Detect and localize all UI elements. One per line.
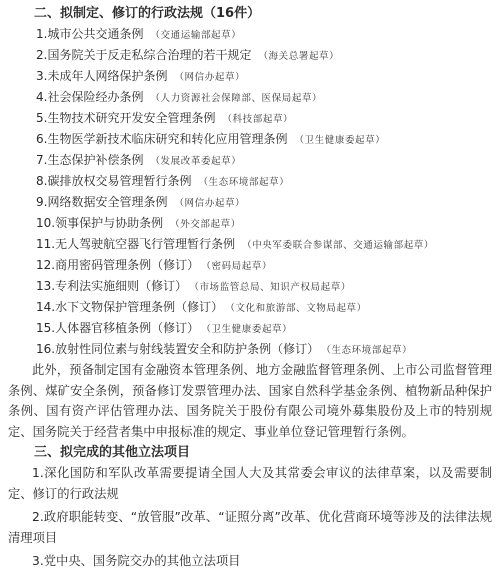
list-item: 1.深化国防和军队改革需要提请全国人大及其常委会审议的法律草案，以及需要制定、修订的行政法规 xyxy=(8,466,492,501)
item-title: 5.生物技术研究开发安全管理条例 xyxy=(36,111,216,125)
regulation-list xyxy=(8,24,492,360)
item-title: 16.放射性同位素与射线装置安全和防护条例（修订） xyxy=(36,342,320,356)
drafting-agency: （海关总署起草） xyxy=(258,51,340,62)
list-item xyxy=(8,66,492,87)
list-item xyxy=(8,234,492,255)
item-title: 4.社会保险经办条例 xyxy=(36,90,144,104)
item-title: 8.碳排放权交易管理暂行条例 xyxy=(36,174,192,188)
item-title: 9.网络数据安全管理条例 xyxy=(36,195,168,209)
item-title: 10.领事保护与协助条例 xyxy=(36,216,164,230)
list-item xyxy=(8,297,492,318)
list-item xyxy=(8,192,492,213)
list-item xyxy=(8,171,492,192)
list-item xyxy=(8,24,492,45)
list-item xyxy=(8,213,492,234)
list-item xyxy=(8,339,492,360)
drafting-agency: （交通运输部起草） xyxy=(150,30,242,41)
section-three-heading: 三、拟完成的其他立法项目 xyxy=(34,445,191,460)
item-title: 11.无人驾驶航空器飞行管理暂行条例 xyxy=(36,237,236,251)
section-two-heading: 二、拟制定、修订的行政法规（16件） xyxy=(34,6,261,21)
drafting-agency: （外交部起草） xyxy=(170,219,241,230)
additional-plans-paragraph: 此外，预备制定国有金融资本管理条例、地方金融监督管理条例、上市公司监督管理条例、煤矿安全条例，预备修订发票管理办法、国家自然科学基金条例、植物新品种保护条例、国有资产评估管理办法、国务院关于股份有限公司境外募集股份及上市的特别规定、国务院关于经营者集中申报标准的规定、事业单位登记管理暂行条例。 xyxy=(8,363,492,439)
drafting-agency: （卫生健康委起草） xyxy=(294,135,386,146)
drafting-agency: （文化和旅游部、文物局起草） xyxy=(230,303,367,314)
drafting-agency: （发展改革委起草） xyxy=(150,156,242,167)
drafting-agency: （网信办起草） xyxy=(174,198,246,209)
drafting-agency: （生态环境部起草） xyxy=(198,177,290,188)
item-title: 3.未成年人网络保护条例 xyxy=(36,69,168,83)
list-item xyxy=(8,318,492,339)
list-item xyxy=(8,129,492,150)
item-title: 2.国务院关于反走私综合治理的若干规定 xyxy=(36,48,252,62)
list-item xyxy=(8,45,492,66)
list-item xyxy=(8,108,492,129)
drafting-agency: （人力资源社会保障部、医保局起草） xyxy=(150,93,323,104)
drafting-agency: （科技部起草） xyxy=(222,114,294,125)
list-item: 3.党中央、国务院交办的其他立法项目 xyxy=(32,554,241,568)
list-item xyxy=(8,87,492,108)
item-title: 14.水下文物保护管理条例（修订） xyxy=(36,300,224,314)
list-item xyxy=(8,150,492,171)
drafting-agency: （生态环境部起草） xyxy=(326,345,413,356)
list-item xyxy=(8,276,492,297)
drafting-agency: （卫生健康委起草） xyxy=(206,324,293,335)
drafting-agency: （网信办起草） xyxy=(174,72,246,83)
item-title: 12.商用密码管理条例（修订） xyxy=(36,258,200,272)
list-item: 2.政府职能转变、“放管服”改革、“证照分离”改革、优化营商环境等涉及的法律法规清理项目 xyxy=(8,510,492,545)
drafting-agency: （中央军委联合参谋部、交通运输部起草） xyxy=(242,240,434,251)
item-title: 13.专利法实施细则（修订） xyxy=(36,279,188,293)
list-item xyxy=(8,255,492,276)
drafting-agency: （密码局起草） xyxy=(206,261,273,272)
drafting-agency: （市场监管总局、知识产权局起草） xyxy=(194,282,351,293)
item-title: 1.城市公共交通条例 xyxy=(36,27,144,41)
item-title: 6.生物医学新技术临床研究和转化应用管理条例 xyxy=(36,132,288,146)
item-title: 15.人体器官移植条例（修订） xyxy=(36,321,200,335)
item-title: 7.生态保护补偿条例 xyxy=(36,153,144,167)
